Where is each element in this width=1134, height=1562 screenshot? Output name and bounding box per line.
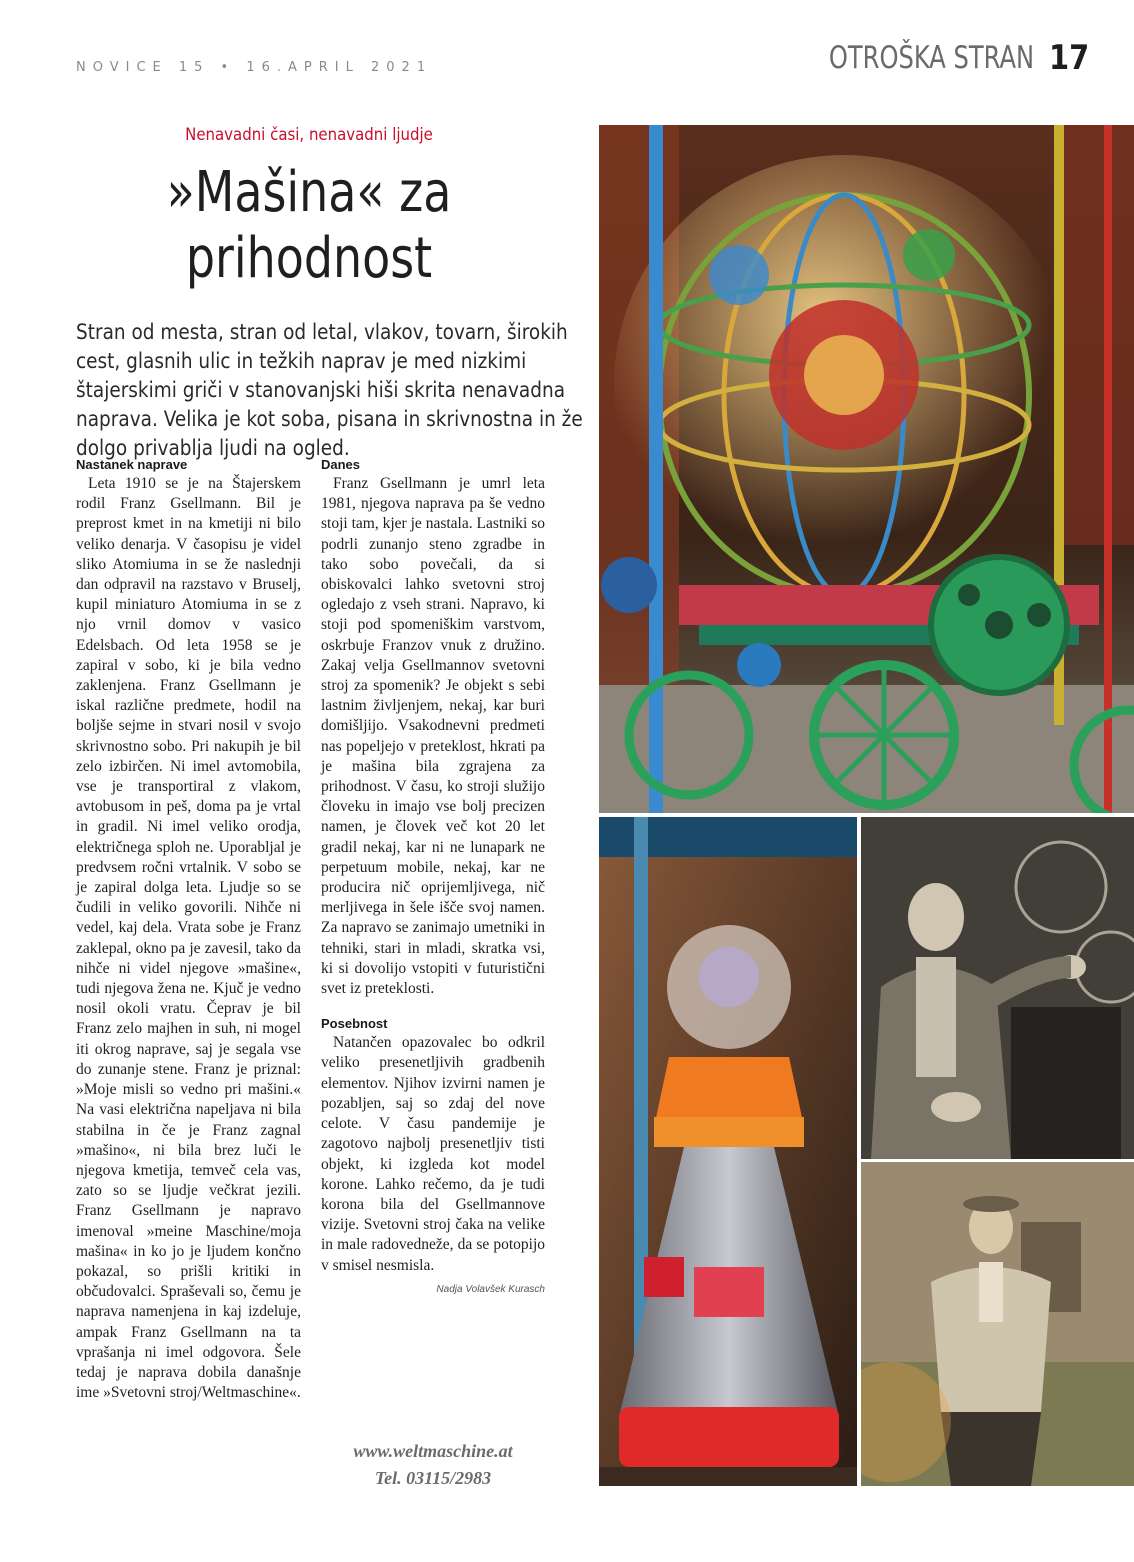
- body-origin: Leta 1910 se je na Štajerskem rodil Franz Gsellmann. Bil je preprost kmet in na kmetiji ni bilo veliko denarja. V časopisu je videl sliko Atomiuma in se že naslednji dan odpravil na razstavo v Bruselj, kupil miniaturo Atomiuma in se z njo vrnil domov v vasico Edelsbach. Od leta 1958 se je zapiral v sobo, ki je bila vedno zaklenjena. Franz Gsellmann je iskal različne predmete, hodil na boljše sejme in stvari nosil v svojo skrivnostno sobo. Pri nakupih je bil zelo izbirčen. Ni imel avtomobila, vse je transportiral z vlakom, avtobusom in peš, doma pa je vrtal in gradil. Ni imel veliko orodja, električnega sploh ne. Uporabljal je predvsem ročni vrtalnik. V sobo se je zapiral dolga leta. Ljudje so se čudili in veliko govorili. Nihče ni vedel, kaj dela. Vrata sobe je Franz zaklepal, okno pa je zavesil, tako da nihče ni videl njegove »mašine«, tudi njegova žena ne. Kjuč je vedno nosil okoli vratu. Čeprav je bil Franz zelo majhen in suh, ni mogel iti okrog naprave, saj je segala vse do zunanje stene. Franz je priznal: »Moje misli so vedno pri mašini.« Na vasi električna napeljava ni bila stabilna in če je Franz zagnal »mašino«, ni bila brez luči le njegova kmetija, temveč cela vas, zato so se ljudje večkrat jezili. Franz Gsellmann je napravo imenoval »meine Maschine/moja mašina« in ko jo je ljudem končno pokazal, so prišli kritiki in občudovalci. Spraševali so, čemu je naprava namenjena in kaj izdeluje, ampak Franz Gsellmann na ta vprašanja ni imel odgovora. Šele tedaj je naprava dobila današnje ime »Svetovni stroj/Weltmaschine«.: [76, 475, 301, 1402]
- subhead-today: Danes: [321, 457, 361, 472]
- subhead-special: Posebnost: [321, 1016, 388, 1032]
- headline-line-2: prihodnost: [185, 226, 433, 291]
- portrait-photo-2: [861, 1162, 1134, 1486]
- headline-line-1: »Mašina« za: [166, 160, 452, 225]
- issue-line: NOVICE 15 • 16.APRIL 2021: [76, 60, 433, 75]
- page-number: 17: [1048, 38, 1089, 78]
- article-headline: [118, 160, 500, 292]
- text-column-1: [76, 456, 301, 1403]
- portrait-photo-1: [861, 817, 1134, 1159]
- body-today: Franz Gsellmann je umrl leta 1981, njegova naprava pa še vedno stoji tam, kjer je nastala. Lastniki so podrli zunanjo steno zgradbe in tako sobo povečali, da si obiskovalci lahko svetovni stroj ogledajo z vseh strani. Napravo, ki stoji pod spomeniškim varstvom, oskrbuje Franzov vnuk z družino. Zakaj velja Gsellmannov svetovni stroj za spomenik? Je objekt s sebi lastnim življenjem, nekaj, kar buri domišljijo. Vsakodnevni predmeti nas popeljejo v preteklost, hkrati pa je mašina bila zgrajena za prihodnost. V času, ko stroji služijo človeku in imajo vse bolj precizen namen, je človek več kot 20 let gradil nekaj, kar ni ne lunapark ne perpetuum mobile, nekaj, kar ne producira nič oprijemljivega, nič merljivega in šele išče svoj namen. Za napravo se zanimajo umetniki in tehniki, stari in mladi, skratka vsi, ki si dovolijo vstopiti v futuristični svet iz preteklosti.: [321, 475, 545, 998]
- contact-info: [321, 1438, 545, 1492]
- machine-photo: [599, 125, 1134, 813]
- phone-number: Tel. 03115/2983: [374, 1468, 492, 1488]
- article-lead: Stran od mesta, stran od letal, vlakov, tovarn, širokih cest, glasnih ulic in težkih naprav je med nizkimi štajerskimi griči v stanovanjski hiši skrita nenavadna naprava. Velika je kot soba, pisana in skrivnostna in že dolgo privablja ljudi na ogled.: [76, 320, 583, 460]
- article-kicker: Nenavadni časi, nenavadni ljudje: [185, 125, 433, 145]
- section-title: OTROŠKA STRAN: [828, 40, 1034, 76]
- text-column-2: [321, 456, 545, 1300]
- author-byline: Nadja Volavšek Kurasch: [436, 1283, 545, 1295]
- subhead-origin: Nastanek naprave: [76, 457, 188, 472]
- body-special: Natančen opazovalec bo odkril veliko presenetljivih gradbenih elementov. Njihov izvirni namen je pozabljen, saj so zdaj del nove celote. V času pandemije je zagotovo najbolj presenetljiv tisti objekt, ki izgleda kot model korone. Lahko rečemo, da je tudi korona bila del Gsellmannove vizije. Svetovni stroj čaka na velike in male radovedneže, da se potopijo v smisel nesmisla.: [321, 1034, 545, 1274]
- capsule-photo: [599, 817, 857, 1486]
- website-link[interactable]: www.weltmaschine.at: [353, 1441, 513, 1461]
